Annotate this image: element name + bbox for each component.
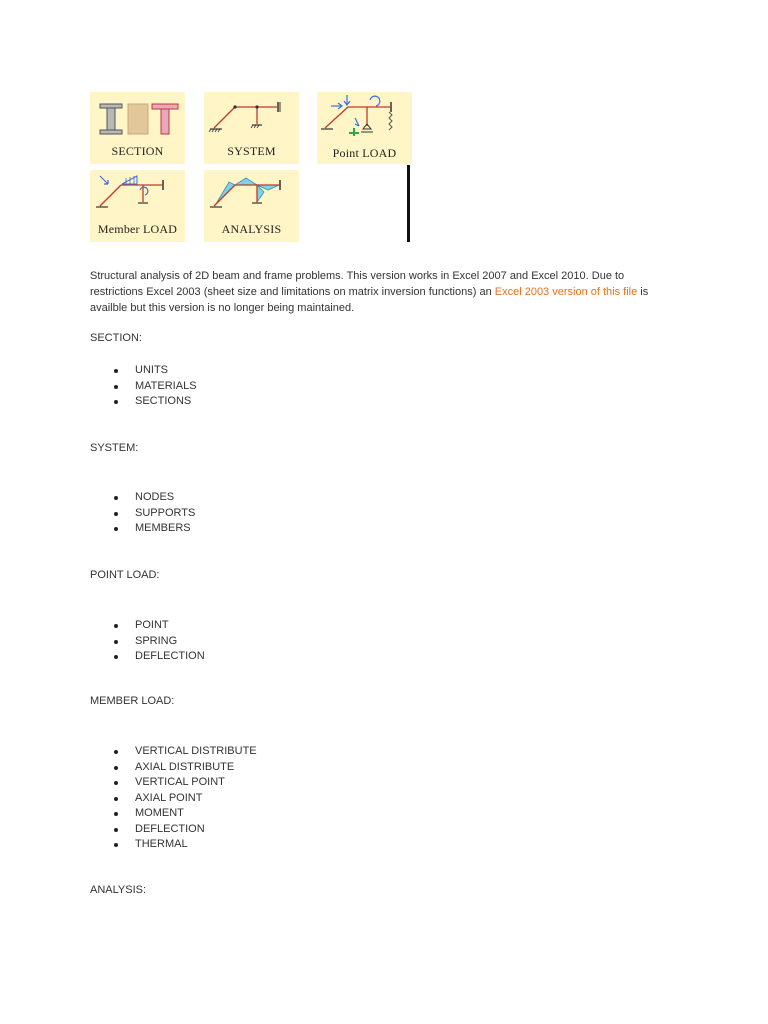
list-item: POINT (90, 618, 205, 634)
vertical-divider (407, 165, 410, 242)
list-item: DEFLECTION (90, 649, 205, 665)
point-load-tile[interactable] (317, 92, 412, 164)
member-load-list (90, 744, 257, 853)
list-item: AXIAL DISTRIBUTE (90, 760, 257, 776)
list-item: MOMENT (90, 806, 257, 822)
analysis-tile-label: ANALYSIS (221, 222, 282, 236)
member-load-tile-label: Member LOAD (97, 222, 178, 236)
t-beam-icon (152, 104, 178, 134)
list-item: VERTICAL POINT (90, 775, 257, 791)
section-list (90, 363, 197, 410)
intro-text-end: is availble but this version is no longer being maintained. (90, 286, 649, 314)
system-tile[interactable] (204, 92, 299, 164)
list-item: MEMBERS (90, 521, 195, 537)
point-load-heading: POINT LOAD: (90, 569, 160, 581)
system-heading: SYSTEM: (90, 442, 139, 454)
list-item: THERMAL (90, 837, 257, 853)
list-item: MATERIALS (90, 379, 197, 395)
point-load-tile-label: Point LOAD (332, 146, 397, 160)
section-heading: SECTION: (90, 332, 142, 344)
section-tile[interactable] (90, 92, 185, 164)
list-item: SPRING (90, 634, 205, 650)
member-load-heading: MEMBER LOAD: (90, 695, 175, 707)
analysis-tile[interactable] (204, 170, 299, 242)
member-load-tile[interactable] (90, 170, 185, 242)
list-item: SUPPORTS (90, 506, 195, 522)
i-beam-icon (100, 104, 122, 134)
intro-text: Structural analysis of 2D beam and frame problems. This version works in Excel 2007 and Excel 2010. Due to restrictions Excel 2003 (sheet size and limitations on matrix inversion functions) an (90, 270, 625, 298)
list-item: AXIAL POINT (90, 791, 257, 807)
system-list (90, 490, 195, 537)
point-load-list (90, 618, 205, 665)
intro-paragraph (90, 268, 680, 316)
excel-2003-version-link[interactable]: Excel 2003 version of this file (494, 286, 638, 298)
list-item: SECTIONS (90, 394, 197, 410)
system-tile-label: SYSTEM (227, 144, 276, 158)
list-item: NODES (90, 490, 195, 506)
analysis-heading: ANALYSIS: (90, 884, 147, 896)
list-item: DEFLECTION (90, 822, 257, 838)
list-item: UNITS (90, 363, 197, 379)
timber-section-icon (128, 104, 148, 134)
list-item: VERTICAL DISTRIBUTE (90, 744, 257, 760)
section-tile-label: SECTION (111, 144, 164, 158)
